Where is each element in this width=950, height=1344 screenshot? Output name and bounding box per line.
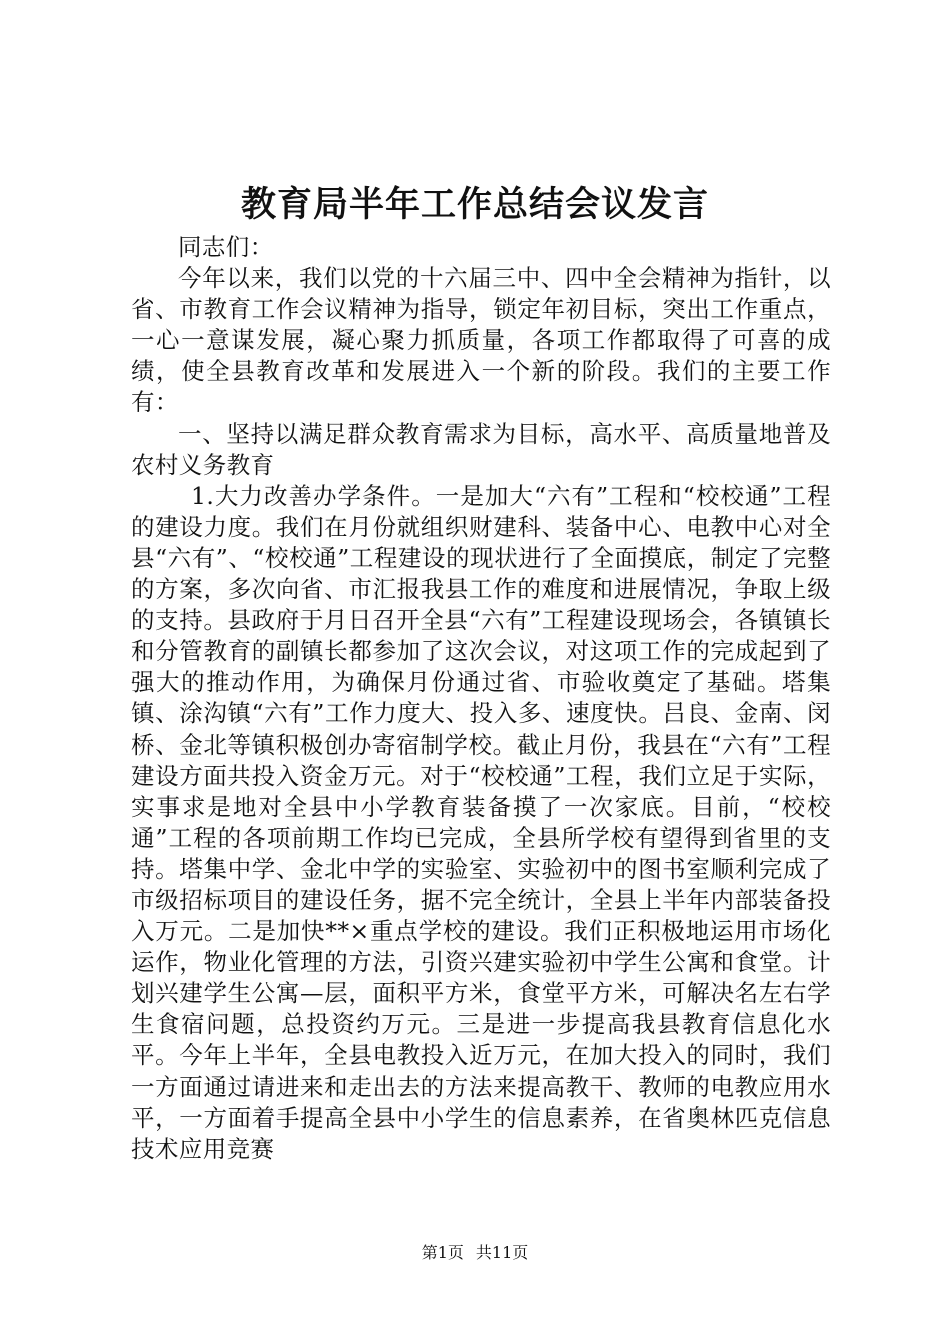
- page-footer: [0, 1242, 950, 1264]
- greeting: 同志们：: [178, 233, 274, 261]
- document-title: 教育局半年工作总结会议发言: [240, 184, 709, 225]
- paragraph-item-1: 1.大力改善办学条件。一是加大“六有”工程和“校校通”工程的建设力度。我们在月份就组织财建科、装备中心、电教中心对全县“六有”、“校校通”工程建设的现状进行了全面摸底，制定了完整的方案，多次向省、市汇报我县工作的难度和进展情况，争取上级的支持。县政府于月日召开全县“六有”工程建设现场会，各镇镇长和分管教育的副镇长都参加了这次会议，对这项工作的完成起到了强大的推动作用，为确保月份通过省、市验收奠定了基础。塔集镇、涂沟镇“六有”工作力度大、投入多、速度快。吕良、金南、闵桥、金北等镇积极创办寄宿制学校。截止月份，我县在“六有”工程建设方面共投入资金万元。对于“校校通”工程，我们立足于实际，实事求是地对全县中小学教育装备摸了一次家底。目前，“校校通”工程的各项前期工作均已完成，全县所学校有望得到省里的支持。塔集中学、金北中学的实验室、实验初中的图书室顺利完成了市级招标项目的建设任务，据不完全统计，全县上半年内部装备投入万元。二是加快**×重点学校的建设。我们正积极地运用市场化运作，物业化管理的方法，引资兴建实验初中学生公寓和食堂。计划兴建学生公寓—层，面积平方米，食堂平方米，可解决名左右学生食宿问题，总投资约万元。三是进一步提高我县教育信息化水平。今年上半年，全县电教投入近万元，在加大投入的同时，我们一方面通过请进来和走出去的方法来提高教干、教师的电教应用水平，一方面着手提高全县中小学生的信息素养，在省奥林匹克信息技术应用竞赛: [131, 481, 831, 1163]
- paragraph-intro: 今年以来，我们以党的十六届三中、四中全会精神为指针，以省、市教育工作会议精神为指导，锁定年初目标，突出工作重点，一心一意谋发展，凝心聚力抓质量，各项工作都取得了可喜的成绩，使全县教育改革和发展进入一个新的阶段。我们的主要工作有：: [131, 264, 831, 417]
- page-number: 第1页: [421, 1243, 464, 1262]
- document-body: [131, 232, 831, 1165]
- section-heading-1: 一、坚持以满足群众教育需求为目标，高水平、高质量地普及农村义务教育: [131, 419, 831, 479]
- page-total: 共11页: [475, 1243, 529, 1262]
